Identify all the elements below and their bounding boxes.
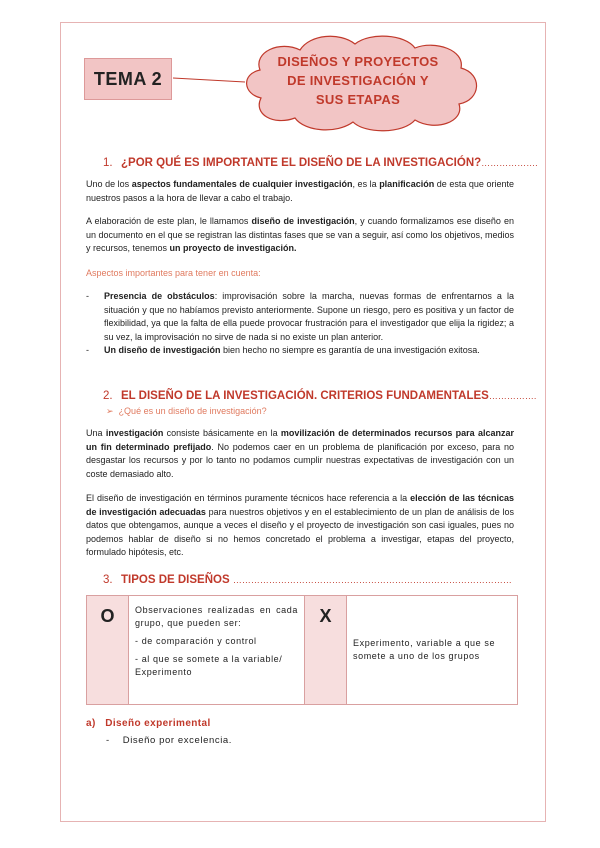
main-title-line-2: DE INVESTIGACIÓN Y: [287, 73, 429, 88]
section-3-number: 3.: [103, 574, 113, 586]
section-3-heading: [103, 574, 512, 586]
list-item: - Un diseño de investigación bien hecho no siempre es garantía de una investigación exitosa.: [86, 345, 480, 355]
symbol-x: X: [305, 596, 347, 704]
main-title: [258, 52, 458, 109]
aspects-list: [86, 290, 514, 358]
section-1-dots: ……………….: [481, 158, 538, 168]
aspects-heading: Aspectos importantes para tener en cuenta:: [86, 268, 261, 278]
design-types-table: [86, 595, 518, 705]
list-item: - Presencia de obstáculos: improvisación sobre la marcha, nuevas formas de enfrentarnos a la situación y que no habíamos previsto anteriormente. Supone un riesgo, pero es positiva y un factor de flexibilidad, ya que la falta de ella puede provocar frustración para el investigador que elija la rigidez; a su vez, la improvisación no sirve de nada si no existe un plan anterior.: [86, 291, 514, 342]
tema-label: TEMA 2: [84, 58, 172, 100]
section-1-title: ¿POR QUÉ ES IMPORTANTE EL DISEÑO DE LA INVESTIGACIÓN?: [121, 157, 482, 169]
section-2-dots: …………….: [488, 391, 537, 401]
section-2-number: 2.: [103, 390, 113, 402]
section-3-title: TIPOS DE DISEÑOS: [121, 574, 230, 586]
design-experimental-heading: a) Diseño experimental: [86, 718, 211, 729]
observations-cell: Observaciones realizadas en cada grupo, que pueden ser: - de comparación y control - al que se somete a la variable/ Experimento: [129, 596, 305, 704]
main-title-line-1: DISEÑOS Y PROYECTOS: [277, 54, 439, 69]
section-2-paragraph-1: Una investigación consiste básicamente en la movilización de determinados recursos para alcanzar un fin determinado prefijado. No podemos caer en un problema de planificación por exceso, para no desgastar los recursos y por lo tanto no podamos cumplir nuestras expectativas de investigación con un coste demasiado alto.: [86, 428, 514, 479]
section-1-paragraph-2: A elaboración de este plan, le llamamos diseño de investigación, y cuando formalizamos ese diseño en un documento en el que se registran las distintas fases que se van a seguir, así como los objetivos, medios y recursos, tenemos un proyecto de investigación.: [86, 216, 514, 253]
section-2-paragraph-2: El diseño de investigación en términos puramente técnicos hace referencia a la elección de las técnicas de investigación adecuadas para nuestros objetivos y en el establecimiento de un plan de análisis de los datos que obtengamos, aunque a veces el diseño y el proyecto de investigación son casi iguales, pues no podemos hablar de diseño si no hemos concretado el problema a investigar, etapas del proyecto, formulado hipótesis, etc.: [86, 493, 514, 557]
section-1-number: 1.: [103, 157, 113, 169]
section-3-dots: …………………………………………………………………………………: [232, 575, 512, 585]
section-1-paragraph-1: Uno de los aspectos fundamentales de cualquier investigación, es la planificación de esta que oriente nuestros pasos a la hora de llevar a cabo el trabajo.: [86, 179, 514, 203]
main-title-line-3: SUS ETAPAS: [315, 92, 401, 107]
design-experimental-item: - Diseño por excelencia.: [106, 735, 233, 746]
section-2-title: EL DISEÑO DE LA INVESTIGACIÓN. CRITERIOS FUNDAMENTALES: [121, 390, 489, 402]
section-2-subheading: ➢ ¿Qué es un diseño de investigación?: [106, 406, 267, 416]
section-1-heading: [103, 157, 538, 169]
symbol-o: O: [87, 596, 129, 704]
section-2-heading: [103, 390, 536, 402]
experiment-cell: Experimento, variable a que se somete a uno de los grupos: [353, 638, 496, 661]
arrow-bullet-icon: ➢: [106, 406, 114, 416]
